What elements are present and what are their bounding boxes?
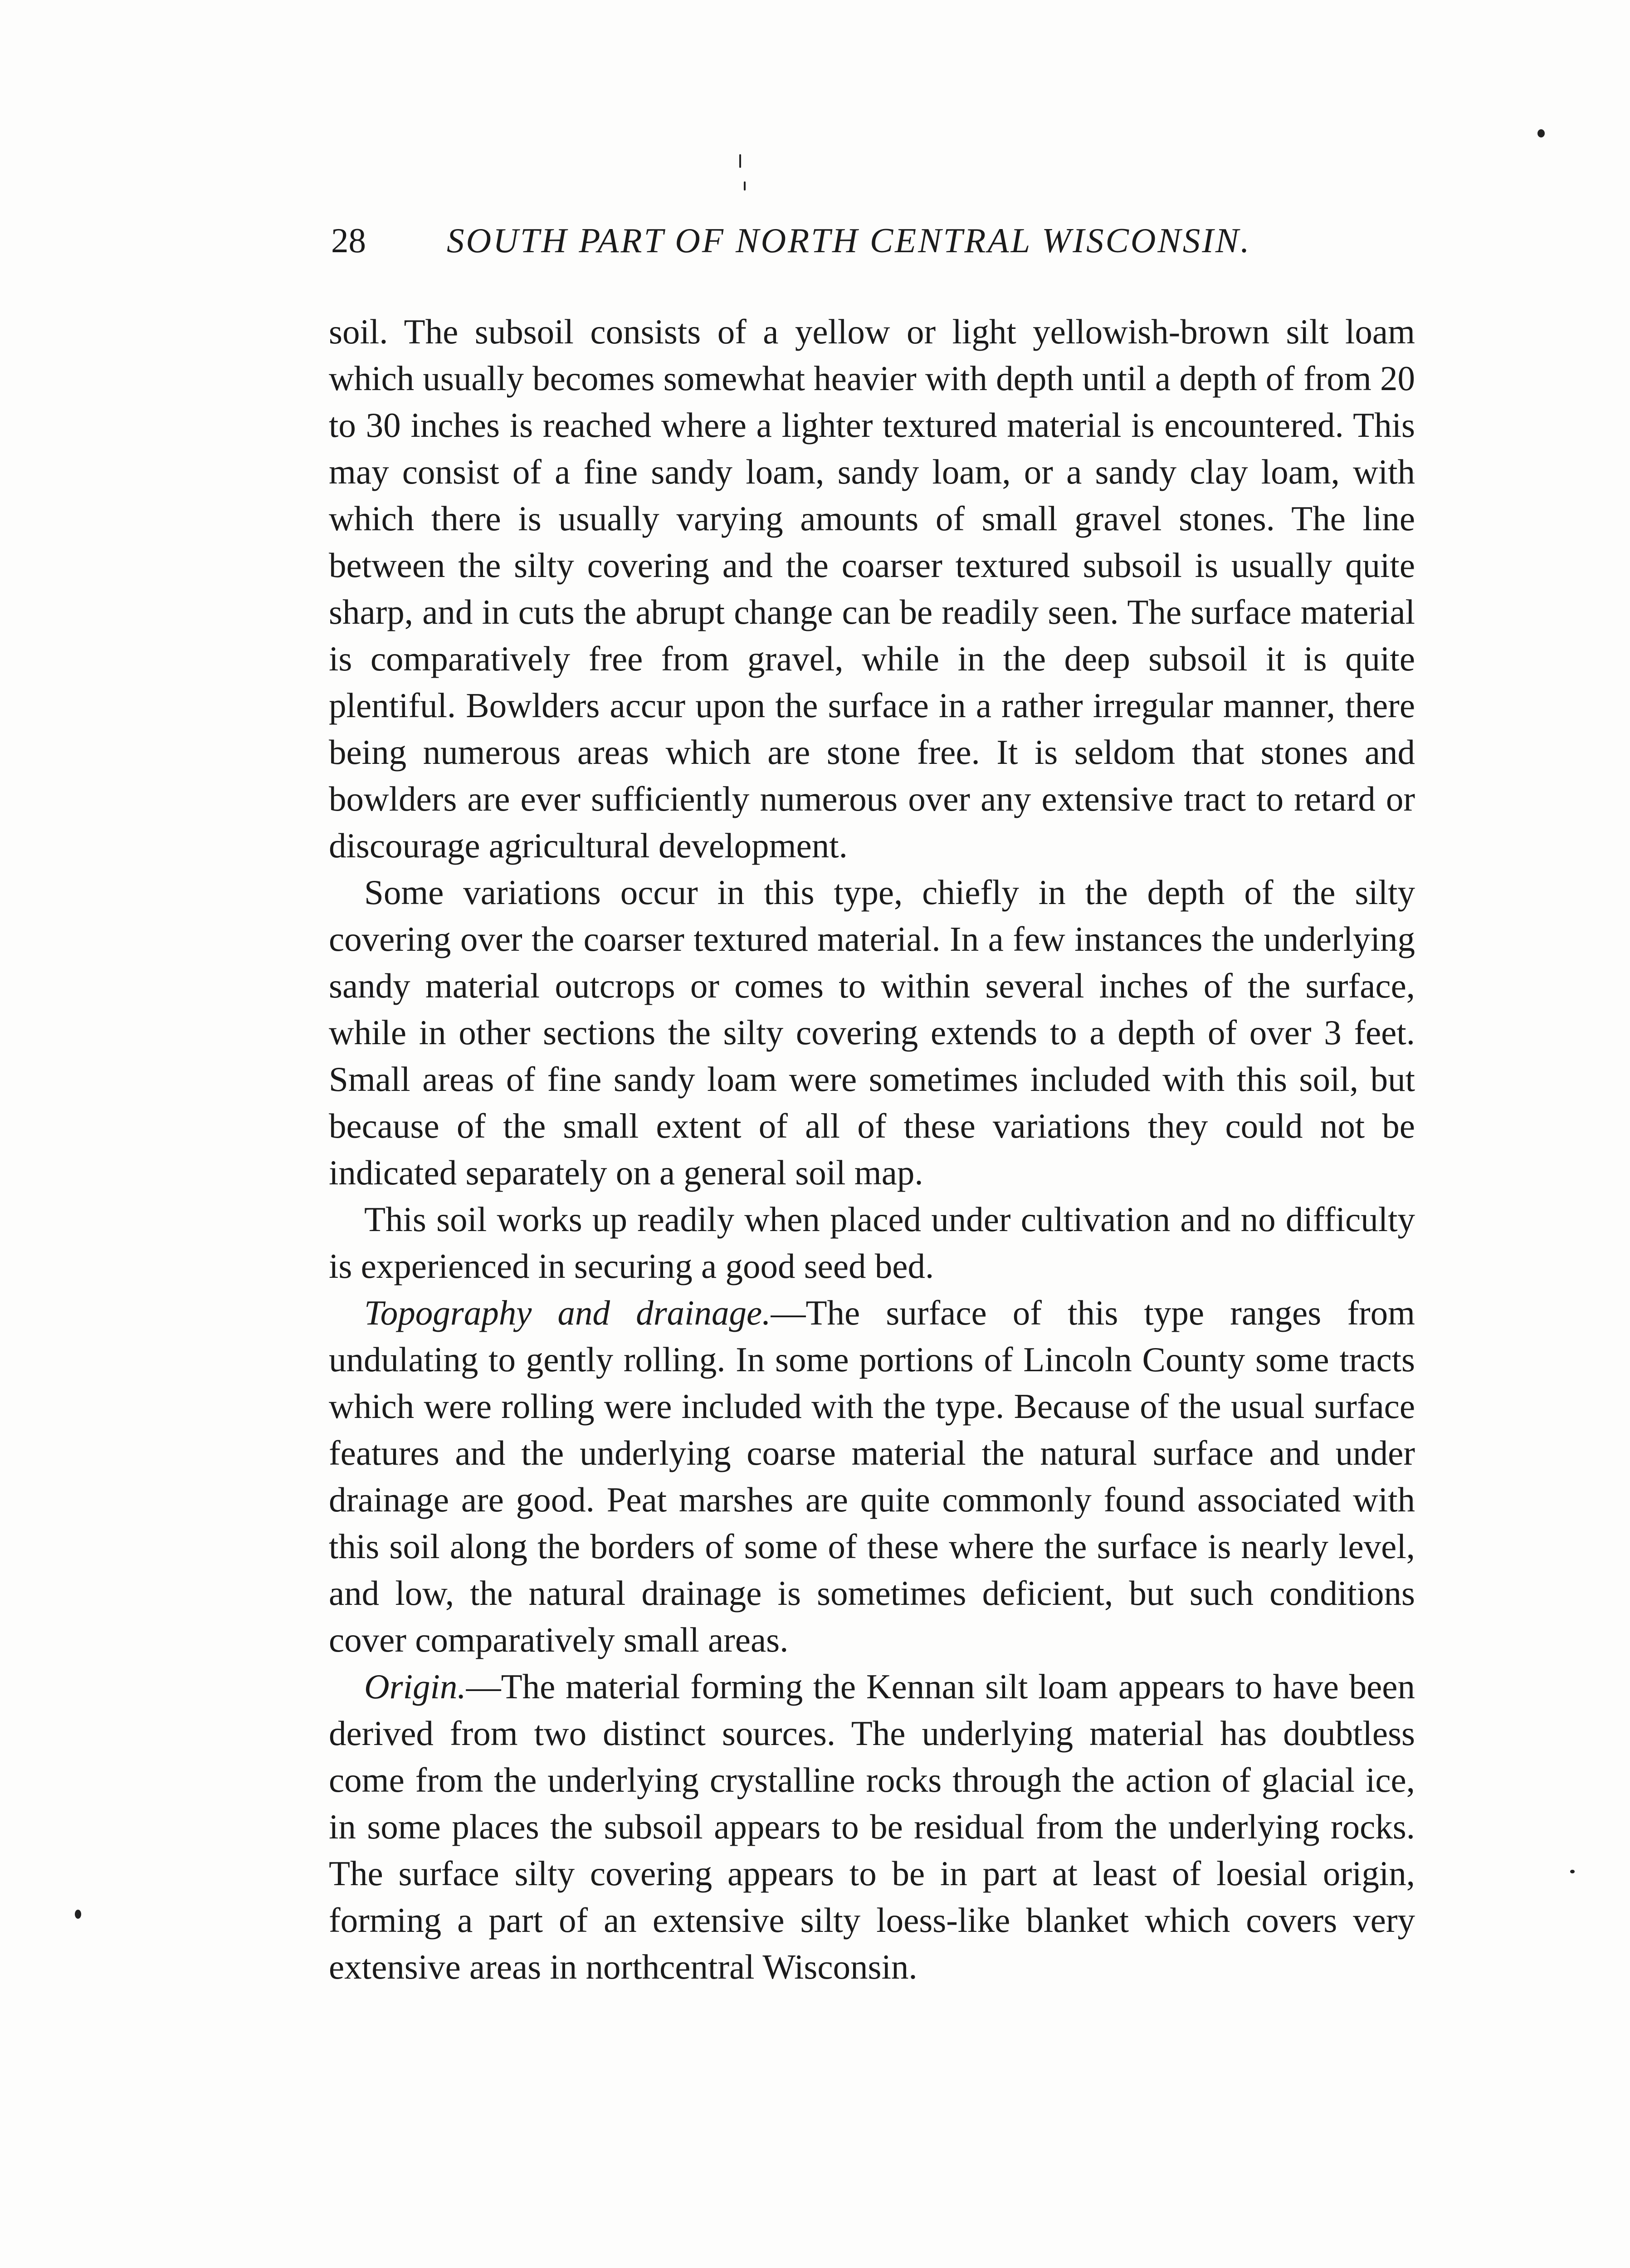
body-text [329,308,1415,1990]
scan-speck [1570,1870,1575,1873]
paragraph-topography [329,1290,1415,1663]
paragraph-subsoil: soil. The subsoil consists of a yellow or light yellowish-brown silt loam which usually becomes somewhat heavier with depth until a depth of from 20 to 30 inches is reached where a lighter textured material is encountered. This may consist of a fine sandy loam, sandy loam, or a sandy clay loam, with which there is usually varying amounts of small gravel stones. The line between the silty covering and the coarser textured subsoil is usually quite sharp, and in cuts the abrupt change can be readily seen. The surface material is comparatively free from gravel, while in the deep subsoil it is quite plentiful. Bowlders accur upon the surface in a rather irregular manner, there being numerous areas which are stone free. It is seldom that stones and bowlders are ever sufficiently numerous over any extensive tract to retard or discourage agricultural development. [329,312,1415,865]
scan-speck [1537,129,1545,137]
scan-speck [75,1910,81,1919]
topography-heading: Topography and drainage. [364,1293,771,1332]
page-number: 28 [331,221,366,260]
origin-heading: Origin. [364,1667,466,1706]
scan-speck [739,154,741,168]
paragraph-variations: Some variations occur in this type, chiefly in the depth of the silty covering over the coarser textured material. In a few instances the underlying sandy material outcrops or comes to within several inches of the surface, while in other sections the silty covering extends to a depth of over 3 feet. Small areas of fine sandy loam were sometimes included with this soil, but because of the small extent of all of these variations they could not be indicated separately on a general soil map. [329,873,1415,1192]
page-header [331,213,1429,268]
paragraph-origin [329,1663,1415,1990]
scan-speck [744,181,746,191]
topography-text: —The surface of this type ranges from undulating to gently rolling. In some portions of Lincoln County some tracts which were rolling were included with the type. Because of the usual surface features and the underlying coarse material the natural surface and under drainage are good. Peat marshes are quite commonly found associated with this soil along the borders of some of these where the surface is nearly level, and low, the natural drainage is sometimes deficient, but such conditions cover comparatively small areas. [329,1293,1415,1659]
running-head: SOUTH PART OF NORTH CENTRAL WISCONSIN. [447,221,1251,260]
origin-text: —The material forming the Kennan silt loam appears to have been derived from two distinct sources. The underlying material has doubtless come from the underlying crystalline rocks through the action of glacial ice, in some places the subsoil appears to be residual from the underlying rocks. The surface silty covering appears to be in part at least of loesial origin, forming a part of an extensive silty loess-like blanket which covers very extensive areas in northcentral Wisconsin. [329,1667,1415,1986]
paragraph-cultivation: This soil works up readily when placed under cultivation and no difficulty is experienced in securing a good seed bed. [329,1200,1415,1286]
